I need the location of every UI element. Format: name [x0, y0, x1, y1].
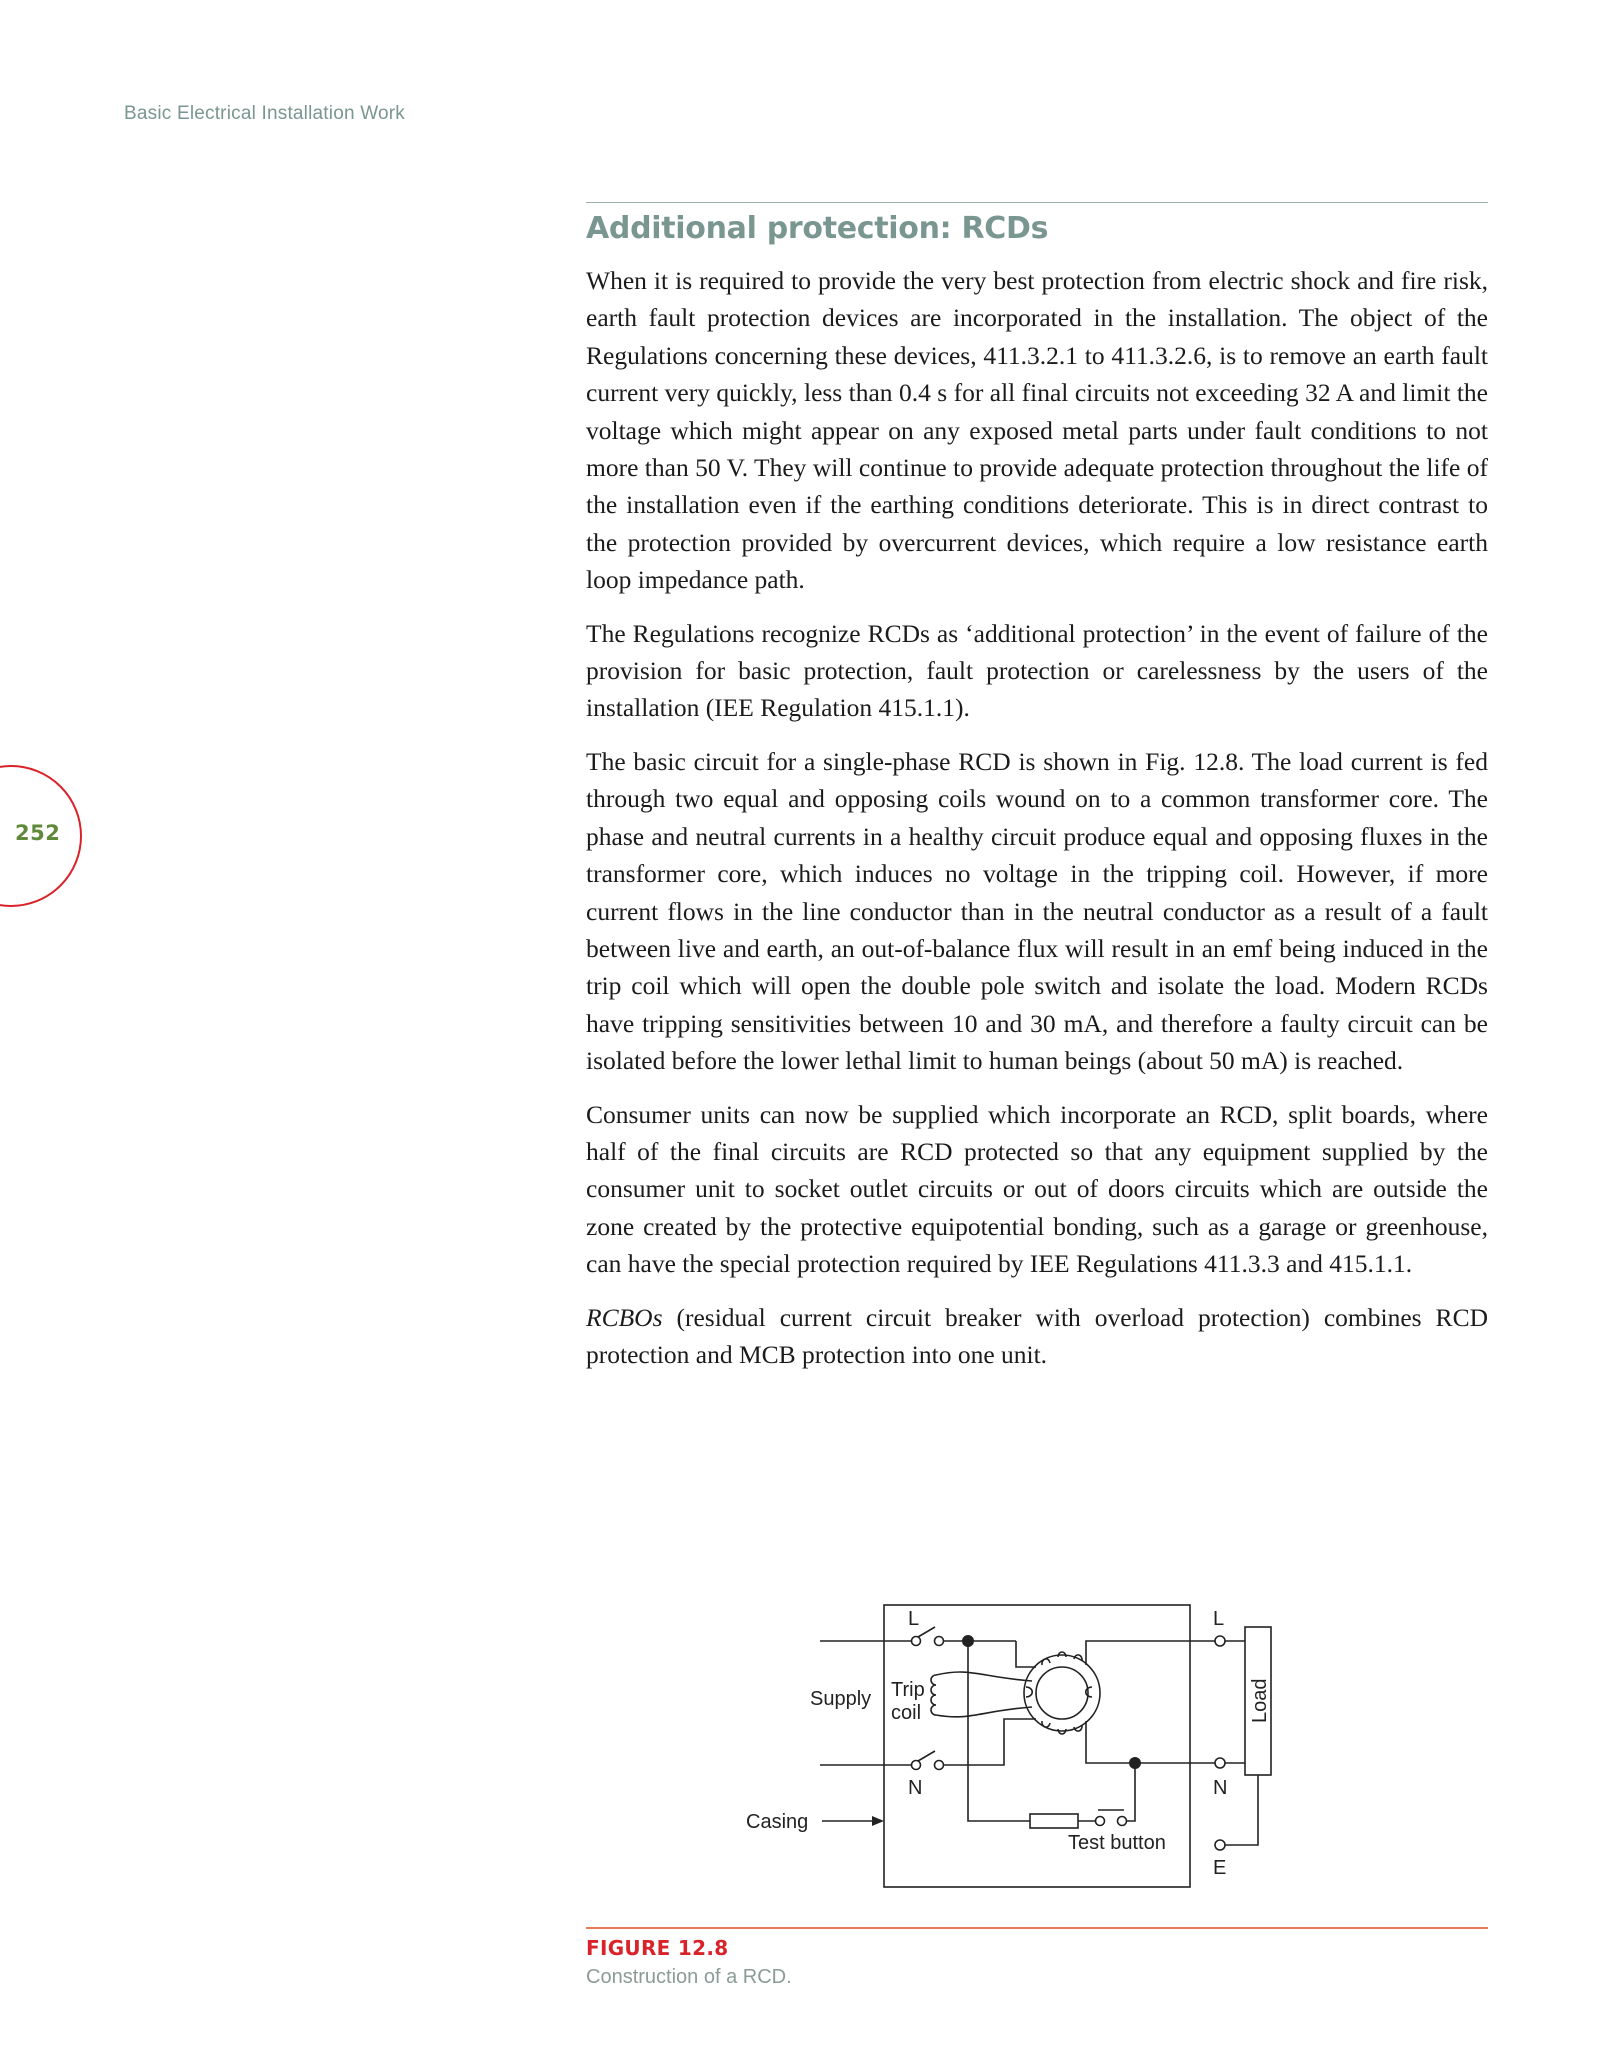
test-circuit-wire — [1127, 1763, 1135, 1821]
paragraph: Consumer units can now be supplied which incorporate an RCD, split boards, where half of the final circuits are RCD protected so that any equipment supplied by the consumer unit to socket outlet circuits or out of doors circuits which are outside the zone created by the protective equipotential bonding, such as a garage or greenhouse, can have the special protection required by IEE Regulations 411.3.3 and 415.1.1. — [586, 1099, 1488, 1279]
label-l-in: L — [908, 1608, 920, 1630]
rcbo-term: RCBOs — [586, 1302, 663, 1332]
rcd-diagram — [740, 1595, 1340, 1915]
test-button-contact — [1118, 1817, 1127, 1826]
switch-contact — [935, 1637, 944, 1646]
switch-contact — [912, 1761, 921, 1770]
trip-coil-wire — [936, 1672, 1032, 1681]
switch-contact — [935, 1761, 944, 1770]
running-head: Basic Electrical Installation Work — [124, 103, 405, 124]
label-n-in: N — [908, 1777, 923, 1799]
label-load: Load — [1249, 1678, 1271, 1723]
load-neutral-wire — [1086, 1721, 1215, 1763]
load-line-wire — [1086, 1641, 1215, 1665]
section-divider — [586, 202, 1488, 203]
label-supply: Supply — [810, 1688, 872, 1710]
section-heading: Additional protection: RCDs — [586, 211, 1049, 246]
figure-number: FIGURE 12.8 — [586, 1936, 729, 1960]
label-l-out: L — [1213, 1608, 1225, 1630]
label-test-button: Test button — [1068, 1832, 1166, 1854]
page-number: 252 — [15, 821, 61, 845]
trip-coil-wire — [936, 1707, 1032, 1717]
earth-terminal — [1215, 1840, 1225, 1850]
earth-wire — [1225, 1775, 1258, 1845]
test-resistor — [1030, 1814, 1078, 1828]
switch-blade — [918, 1751, 935, 1761]
body-text — [586, 262, 1488, 1389]
outgoing-terminal-l — [1215, 1636, 1225, 1646]
test-button-contact — [1096, 1817, 1105, 1826]
neutral-coil-wire — [944, 1719, 1036, 1765]
paragraph — [586, 1299, 1488, 1374]
test-circuit-wire — [968, 1641, 1030, 1821]
switch-contact — [912, 1637, 921, 1646]
paragraph: The Regulations recognize RCDs as ‘additional protection’ in the event of failure of the provision for basic protection, fault protection or carelessness by the users of the installation (IEE Regulation 415.1.1). — [586, 618, 1488, 723]
paragraph: When it is required to provide the very best protection from electric shock and fire risk, earth fault protection devices are incorporated in the installation. The object of the Regulations concerning these devices, 411.3.2.1 to 411.3.2.6, is to remove an earth fault current very quickly, less than 0.4 s for all final circuits not exceeding 32 A and limit the voltage which might appear on any exposed metal parts under fault conditions to not more than 50 V. They will continue to provide adequate protection throughout the life of the installation even if the earthing conditions deteriorate. This is in direct contrast to the protection provided by overcurrent devices, which require a low resistance earth loop impedance path. — [586, 266, 1488, 595]
line-coil-wire — [1016, 1641, 1036, 1667]
label-n-out: N — [1213, 1777, 1228, 1799]
paragraph: The basic circuit for a single-phase RCD is shown in Fig. 12.8. The load current is fed through two equal and opposing coils wound on to a common transformer core. The phase and neutral currents in a healthy circuit produce equal and opposing fluxes in the transformer core, which induces no voltage in the tripping coil. However, if more current flows in the line conductor than in the neutral conductor as a result of a fault between live and earth, an out-of-balance flux will result in an emf being induced in the trip coil which will open the double pole switch and isolate the load. Modern RCDs have tripping sensitivities between 10 and 30 mA, and therefore a faulty circuit can be isolated before the lower lethal limit to human beings (about 50 mA) is reached. — [586, 746, 1488, 1076]
label-trip: Trip — [891, 1679, 925, 1701]
switch-blade — [918, 1627, 935, 1637]
label-casing: Casing — [746, 1811, 809, 1833]
figure-caption: Construction of a RCD. — [586, 1966, 792, 1988]
figure-divider — [586, 1927, 1488, 1929]
arrow-head — [872, 1816, 884, 1826]
trip-coil-symbol — [931, 1675, 936, 1715]
transformer-core-inner — [1036, 1667, 1088, 1719]
outgoing-terminal-n — [1215, 1758, 1225, 1768]
label-coil: coil — [891, 1702, 922, 1724]
rcbo-definition: (residual current circuit breaker with overload protection) combines RCD protection and MCB protection into one unit. — [586, 1302, 1488, 1369]
label-earth: E — [1213, 1857, 1227, 1879]
